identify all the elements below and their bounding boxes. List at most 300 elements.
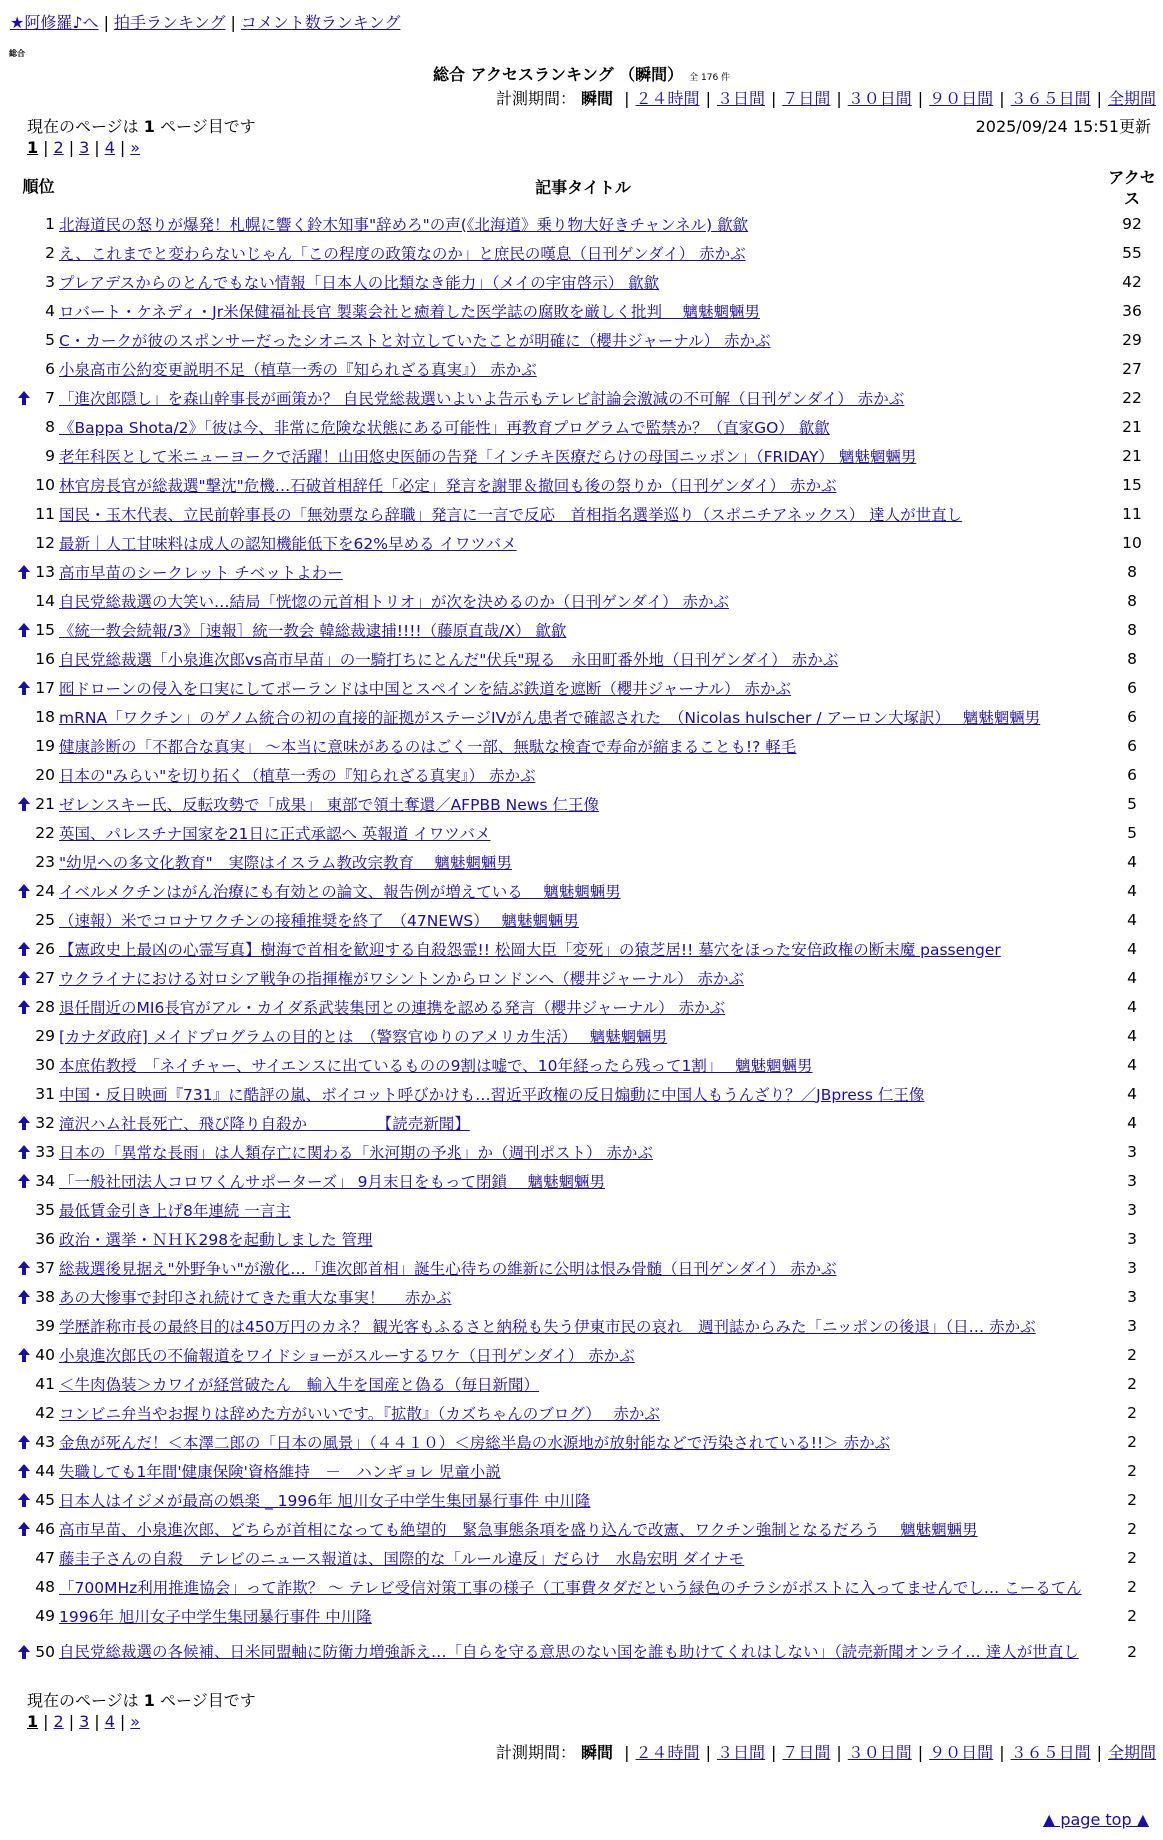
- access-count: 2: [1127, 1461, 1137, 1480]
- article-title-link[interactable]: 日本人はイジメが最高の娯楽 _ 1996年 旭川女子中学生集団暴行事件 中川隆: [59, 1491, 591, 1510]
- period-selector-top: [496, 86, 1156, 109]
- access-count: 4: [1127, 1084, 1137, 1103]
- table-row: [18, 441, 1157, 470]
- period-option-link[interactable]: ２４時間: [635, 89, 700, 108]
- title-cell: [59, 1050, 1107, 1079]
- rank-change-cell: [18, 1224, 34, 1253]
- page-top-link[interactable]: ▲ page top ▲: [1042, 1810, 1149, 1829]
- rank-change-cell: [18, 1021, 34, 1050]
- rank-number: 36: [35, 1229, 55, 1248]
- rank-number: 27: [35, 968, 55, 987]
- access-count: 5: [1127, 823, 1137, 842]
- rank-change-cell: [18, 238, 34, 267]
- article-title-link[interactable]: 「一般社団法人コロワくんサポーターズ」 9月末日をもって閉鎖 魑魅魍魎男: [59, 1172, 605, 1191]
- rank-change-cell: [18, 1456, 34, 1485]
- title-cell: [59, 673, 1107, 702]
- article-title-link[interactable]: 老年科医として米ニューヨークで活躍！山田悠史医師の告発「インチキ医療だらけの母国ニッポン」（FRIDAY） 魑魅魍魎男: [59, 447, 917, 466]
- table-row: [18, 267, 1157, 296]
- period-options: [618, 1743, 1156, 1762]
- period-option-link[interactable]: 全期間: [1107, 89, 1156, 108]
- rank-number: 17: [35, 678, 55, 697]
- title-cell: [59, 702, 1107, 731]
- page-info-suffix: ページ目です: [160, 1691, 256, 1710]
- rank-number: 23: [35, 852, 55, 871]
- title-cell: [59, 209, 1107, 238]
- rank-change-cell: [18, 818, 34, 847]
- title-cell: [59, 963, 1107, 992]
- article-title-link[interactable]: 総裁選後見据え"外野争い"が激化…「進次郎首相」誕生心待ちの維新に公明は恨み骨髄（日刊ゲンダイ） 赤かぶ: [59, 1259, 837, 1278]
- period-option-link[interactable]: ９０日間: [929, 89, 994, 108]
- rank-change-cell: [18, 1195, 34, 1224]
- rank-change-cell: [18, 760, 34, 789]
- access-count: 4: [1127, 997, 1137, 1016]
- period-separator: |: [1096, 89, 1102, 108]
- period-options: [618, 89, 1156, 108]
- rank-number: 26: [35, 939, 55, 958]
- rank-number: 5: [45, 330, 55, 349]
- pager-page-link[interactable]: 2: [53, 138, 64, 157]
- table-row: [18, 209, 1157, 238]
- up-arrow-icon: [18, 971, 30, 985]
- rank-change-cell: [18, 499, 34, 528]
- up-arrow-icon: [18, 1145, 30, 1159]
- rank-change-cell: [18, 1485, 34, 1514]
- rank-change-cell: [18, 1427, 34, 1456]
- article-title-link[interactable]: （速報）米でコロナワクチンの接種推奨を終了 （47NEWS） 魑魅魍魎男: [59, 911, 579, 930]
- title-cell: [59, 847, 1107, 876]
- access-count: 6: [1127, 707, 1137, 726]
- access-count: 4: [1127, 881, 1137, 900]
- table-row: [18, 1166, 1157, 1195]
- access-count: 2: [1127, 1374, 1137, 1393]
- rank-number: 7: [45, 388, 55, 407]
- rank-number: 3: [45, 272, 55, 291]
- article-title-link[interactable]: 学歴詐称市長の最終目的は450万円のカネ？ 観光客もふるさと納税も失う伊東市民の哀れ 週刊誌からみた「ニッポンの後退」（日… 赤かぶ: [59, 1317, 1036, 1336]
- access-count: 4: [1127, 852, 1137, 871]
- access-count: 3: [1127, 1258, 1137, 1277]
- access-count: 3: [1127, 1316, 1137, 1335]
- rank-number: 48: [35, 1577, 55, 1596]
- rank-number: 31: [35, 1084, 55, 1103]
- rank-change-cell: [18, 731, 34, 760]
- header-access: アクセス: [1108, 168, 1156, 208]
- table-row: [18, 1079, 1157, 1108]
- article-title-link[interactable]: 小泉高市公約変更説明不足（植草一秀の『知られざる真実』） 赤かぶ: [59, 360, 537, 379]
- table-row: [18, 1137, 1157, 1166]
- rank-number: 46: [35, 1519, 55, 1538]
- article-title-link[interactable]: え、これまでと変わらないじゃん「この程度の政策なのか」と庶民の嘆息（日刊ゲンダイ） 赤かぶ: [59, 244, 746, 263]
- access-count: 2: [1127, 1606, 1137, 1625]
- rank-number: 45: [35, 1490, 55, 1509]
- period-option-link[interactable]: ７日間: [782, 89, 831, 108]
- home-link[interactable]: ★阿修羅♪へ: [10, 13, 99, 32]
- title-cell: [59, 731, 1107, 760]
- up-arrow-icon: [18, 942, 30, 956]
- up-arrow-icon: [18, 1174, 30, 1188]
- period-separator: |: [917, 1743, 924, 1762]
- rank-number: 21: [35, 794, 55, 813]
- period-label: 計測期間：: [495, 89, 576, 108]
- rank-change-cell: [18, 296, 34, 325]
- table-row: [18, 383, 1157, 412]
- rank-number: 49: [35, 1606, 55, 1625]
- article-title-link[interactable]: 日本の"みらい"を切り拓く（植草一秀の『知られざる真実』） 赤かぶ: [59, 766, 536, 785]
- pager-current: 1: [27, 1712, 39, 1731]
- article-title-link[interactable]: ロバート・ケネディ・Jr米保健福祉長官 製薬会社と癒着した医学誌の腐敗を厳しく批判 魑魅魍魎男: [59, 302, 760, 321]
- header-title: 記事タイトル: [535, 178, 631, 197]
- rank-change-cell: [18, 470, 34, 499]
- pager-next-link[interactable]: »: [130, 1712, 141, 1731]
- article-title-link[interactable]: コンビニ弁当やお握りは辞めた方がいいです。『拡散』（カズちゃんのブログ） 赤かぶ: [59, 1404, 660, 1423]
- up-arrow-icon: [18, 1493, 30, 1507]
- rank-number: 9: [45, 446, 55, 465]
- rank-number: 32: [35, 1113, 55, 1132]
- pager-separator: |: [94, 1712, 100, 1731]
- article-title-link[interactable]: 英国、パレスチナ国家を21日に正式承認へ 英報道 イワツバメ: [59, 824, 491, 843]
- rank-change-cell: [18, 267, 34, 296]
- article-title-link[interactable]: 自民党総裁選の各候補、日米同盟軸に防衛力増強訴え…「自らを守る意思のない国を誰も助けてくれはしない」（読売新聞オンライ… 達人が世直し: [59, 1643, 1079, 1661]
- access-count: 4: [1127, 1055, 1137, 1074]
- article-title-link[interactable]: 最低賃金引き上げ8年連続 一言主: [59, 1201, 291, 1220]
- table-row: [18, 499, 1157, 528]
- access-count: 4: [1127, 1113, 1137, 1132]
- title-cell: [59, 760, 1107, 789]
- rank-number: 25: [35, 910, 55, 929]
- article-title-link[interactable]: 【憲政史上最凶の心霊写真】樹海で首相を歓迎する自殺怨霊!! 松岡大臣「変死」の猿芝居!! 墓穴をほった安倍政権の断末魔 passenger: [59, 940, 1001, 959]
- rank-number: 6: [45, 359, 55, 378]
- access-count: 2: [1127, 1432, 1137, 1451]
- up-arrow-icon: [18, 797, 30, 811]
- access-count: 2: [1127, 1403, 1137, 1422]
- table-row: [18, 1253, 1157, 1282]
- pager-separator: |: [94, 138, 100, 157]
- article-title-link[interactable]: 小泉進次郎氏の不倫報道をワイドショーがスルーするワケ（日刊ゲンダイ） 赤かぶ: [59, 1346, 635, 1365]
- access-count: 2: [1127, 1643, 1137, 1661]
- period-option-link[interactable]: ７日間: [782, 1743, 831, 1762]
- up-arrow-icon: [18, 884, 30, 898]
- rank-change-cell: [18, 383, 34, 412]
- pager-page-link[interactable]: 3: [79, 1712, 90, 1731]
- pager-separator: |: [43, 138, 49, 157]
- access-count: 22: [1122, 388, 1142, 407]
- rank-number: 1: [45, 214, 55, 233]
- access-count: 8: [1127, 649, 1137, 668]
- period-separator: |: [705, 1743, 711, 1762]
- period-separator: |: [770, 89, 777, 108]
- table-row: [18, 905, 1157, 934]
- rank-number: 2: [45, 243, 55, 262]
- rank-change-cell: [18, 1369, 34, 1398]
- article-title-link[interactable]: 《Bappa Shota/2》「彼は今、非常に危険な状態にある可能性」再教育プログラムで監禁か？（直家GO） 歙歙: [59, 418, 830, 437]
- rank-number: 39: [35, 1316, 55, 1335]
- table-row: [18, 325, 1157, 354]
- page-info-prefix: 現在のページは: [27, 1691, 139, 1710]
- rank-change-cell: [18, 1253, 34, 1282]
- table-row: [18, 644, 1157, 673]
- article-title-link[interactable]: 失職しても1年間'健康保険'資格維持 － ハンギョレ 児童小説: [59, 1462, 501, 1481]
- pager-page-link[interactable]: 2: [53, 1712, 64, 1731]
- table-row: [18, 1572, 1157, 1601]
- title-cell: [59, 238, 1107, 267]
- title-cell: [59, 1137, 1107, 1166]
- pager-page-link[interactable]: 4: [104, 138, 115, 157]
- rank-number: 28: [35, 997, 55, 1016]
- period-option-link[interactable]: ３日間: [716, 89, 765, 108]
- rank-change-cell: [18, 963, 34, 992]
- title-cell: [59, 1601, 1107, 1630]
- rank-change-cell: [18, 209, 34, 238]
- article-title-link[interactable]: 高市早苗のシークレット チベットよわー: [59, 563, 343, 582]
- up-arrow-icon: [18, 1464, 30, 1478]
- rank-change-cell: [18, 557, 34, 586]
- access-count: 6: [1127, 678, 1137, 697]
- article-title-link[interactable]: 藤圭子さんの自殺 テレビのニュース報道は、国際的な「ルール違反」だらけ 水島宏明 ダイナモ: [59, 1549, 745, 1568]
- rank-change-cell: [18, 876, 34, 905]
- pager-page-link[interactable]: 3: [79, 138, 90, 157]
- article-title-link[interactable]: 退任間近のMI6長官がアル・カイダ系武装集団との連携を認める発言（櫻井ジャーナル） 赤かぶ: [59, 998, 726, 1017]
- access-count: 5: [1127, 794, 1137, 813]
- access-count: 3: [1127, 1142, 1137, 1161]
- rank-change-cell: [18, 992, 34, 1021]
- period-option-link[interactable]: ３６５日間: [1010, 1743, 1091, 1762]
- rank-change-cell: [18, 1572, 34, 1601]
- clap-ranking-link[interactable]: 拍手ランキング: [113, 13, 226, 32]
- rank-number: 41: [35, 1374, 55, 1393]
- table-row: [18, 528, 1157, 557]
- article-title-link[interactable]: C・カークが彼のスポンサーだったシオニストと対立していたことが明確に（櫻井ジャーナル） 赤かぶ: [59, 331, 771, 350]
- rank-change-cell: [18, 325, 34, 354]
- rank-change-cell: [18, 1108, 34, 1137]
- rank-number: 33: [35, 1142, 55, 1161]
- article-title-link[interactable]: 最新｜人工甘味料は成人の認知機能低下を62%早める イワツバメ: [59, 534, 517, 553]
- period-option-link[interactable]: ３０日間: [847, 89, 912, 108]
- access-count: 4: [1127, 910, 1137, 929]
- table-row: [18, 1427, 1157, 1456]
- access-count: 2: [1127, 1548, 1137, 1567]
- rank-change-cell: [18, 1630, 34, 1674]
- title-cell: [59, 1456, 1107, 1485]
- title-cell: [59, 325, 1107, 354]
- table-row: [18, 1311, 1157, 1340]
- period-current: 瞬間: [581, 89, 614, 108]
- period-option-link[interactable]: ９０日間: [929, 1743, 994, 1762]
- rank-number: 38: [35, 1287, 55, 1306]
- period-separator: |: [917, 89, 924, 108]
- article-title-link[interactable]: 健康診断の「不都合な真実」 ～本当に意味があるのはごく一部、無駄な検査で寿命が縮まることも!? 軽毛: [59, 737, 797, 756]
- period-option-link[interactable]: ３０日間: [847, 1743, 912, 1762]
- article-title-link[interactable]: イベルメクチンはがん治療にも有効との論文、報告例が増えている 魑魅魍魎男: [59, 882, 621, 901]
- rank-number: 14: [35, 591, 55, 610]
- article-title-link[interactable]: 金魚が死んだ！＜本澤二郎の「日本の風景」（４４１０）＜房総半島の水源地が放射能などで汚染されている!!＞ 赤かぶ: [59, 1433, 891, 1452]
- category-tiny-label: 総合: [9, 49, 25, 58]
- table-row: [18, 615, 1157, 644]
- access-count: 4: [1127, 939, 1137, 958]
- period-separator: |: [836, 1743, 842, 1762]
- article-title-link[interactable]: 自民党総裁選「小泉進次郎vs高市早苗」の一騎打ちにとんだ"伏兵"現る 永田町番外地（日刊ゲンダイ） 赤かぶ: [59, 650, 839, 669]
- rank-change-cell: [18, 1050, 34, 1079]
- up-arrow-icon: [18, 1348, 30, 1362]
- article-title-link[interactable]: ＜牛肉偽装＞カワイが経営破たん 輸入牛を国産と偽る（毎日新聞）: [59, 1375, 540, 1394]
- title-cell: [59, 354, 1107, 383]
- article-title-link[interactable]: [カナダ政府] メイドプログラムの目的とは （警察官ゆりのアメリカ生活） 魑魅魍魎男: [59, 1027, 668, 1046]
- table-row: [18, 1398, 1157, 1427]
- article-title-link[interactable]: 北海道民の怒りが爆発！札幌に響く鈴木知事"辞めろ"の声(《北海道》乗り物大好きチャンネル) 歙歙: [59, 215, 749, 234]
- table-row: [18, 1195, 1157, 1224]
- period-current: 瞬間: [581, 1743, 614, 1762]
- ranking-table: [18, 164, 1157, 1674]
- article-title-link[interactable]: "幼児への多文化教育" 実際はイスラム教改宗教育 魑魅魍魎男: [59, 853, 512, 872]
- access-count: 2: [1127, 1519, 1137, 1538]
- article-title-link[interactable]: ウクライナにおける対ロシア戦争の指揮権がワシントンからロンドンへ（櫻井ジャーナル） 赤かぶ: [59, 969, 744, 988]
- title-cell: [59, 615, 1107, 644]
- rank-change-cell: [18, 1601, 34, 1630]
- access-count: 3: [1127, 1229, 1137, 1248]
- access-count: 8: [1127, 562, 1137, 581]
- table-row: [18, 934, 1157, 963]
- period-selector-bottom: [496, 1740, 1156, 1763]
- article-title-link[interactable]: mRNA「ワクチン」のゲノム統合の初の直接的証拠がステージIVがん患者で確認された （Nicolas hulscher / アーロン大塚訳） 魑魅魍魎男: [59, 708, 1041, 727]
- page-info-top: [27, 114, 256, 137]
- article-title-link[interactable]: 日本の「異常な長雨」は人類存亡に関わる「氷河期の予兆」か（週刊ポスト） 赤かぶ: [59, 1143, 653, 1162]
- article-title-link[interactable]: あの大惨事で封印され続けてきた重大な事実！ 赤かぶ: [59, 1288, 452, 1307]
- up-arrow-icon: [18, 1000, 30, 1014]
- title-cell: [59, 557, 1107, 586]
- table-row: [18, 296, 1157, 325]
- rank-change-cell: [18, 1166, 34, 1195]
- rank-number: 24: [35, 881, 55, 900]
- access-count: 10: [1122, 533, 1142, 552]
- title-cell: [59, 1427, 1107, 1456]
- rank-change-cell: [18, 847, 34, 876]
- table-row: [18, 1543, 1157, 1572]
- table-row: [18, 1485, 1157, 1514]
- period-option-link[interactable]: 全期間: [1107, 1743, 1156, 1762]
- article-title-link[interactable]: 中国・反日映画『731』に酷評の嵐、ボイコット呼びかけも…習近平政権の反日煽動に中国人もうんざり？／JBpress 仁王像: [59, 1085, 925, 1104]
- up-arrow-icon: [18, 1261, 30, 1275]
- article-title-link[interactable]: 「進次郎隠し」を森山幹事長が画策か？ 自民党総裁選いよいよ告示もテレビ討論会激減の不可解（日刊ゲンダイ） 赤かぶ: [59, 389, 905, 408]
- article-title-link[interactable]: 《統一教会続報/3》［速報］統一教会 韓総裁逮捕!!!!（藤原直哉/X） 歙歙: [59, 621, 567, 640]
- table-row: [18, 470, 1157, 499]
- title-cell: [59, 876, 1107, 905]
- table-row: [18, 238, 1157, 267]
- article-title-link[interactable]: 囮ドローンの侵入を口実にしてポーランドは中国とスペインを結ぶ鉄道を遮断（櫻井ジャーナル） 赤かぶ: [59, 679, 792, 698]
- article-title-link[interactable]: 1996年 旭川女子中学生集団暴行事件 中川隆: [59, 1607, 372, 1626]
- article-title-link[interactable]: ゼレンスキー氏、反転攻勢で「成果」 東部で領土奪還／AFPBB News 仁王像: [59, 795, 599, 814]
- rank-change-cell: [18, 1398, 34, 1427]
- access-count: 55: [1122, 243, 1142, 262]
- rank-change-cell: [18, 1137, 34, 1166]
- page-info-num: 1: [143, 1691, 155, 1710]
- title-cell: [59, 470, 1107, 499]
- rank-change-cell: [18, 702, 34, 731]
- table-row: [18, 1108, 1157, 1137]
- period-option-link[interactable]: ３６５日間: [1010, 89, 1091, 108]
- table-row: [18, 876, 1157, 905]
- article-title-link[interactable]: 自民党総裁選の大笑い…結局「恍惚の元首相トリオ」が次を決めるのか（日刊ゲンダイ） 赤かぶ: [59, 592, 730, 611]
- nav-separator: |: [230, 13, 236, 32]
- table-row: [18, 673, 1157, 702]
- title-cell: [59, 1195, 1107, 1224]
- article-title-link[interactable]: プレアデスからのとんでもない情報「日本人の比類なき能力」（メイの宇宙啓示） 歙歙: [59, 273, 660, 292]
- rank-change-cell: [18, 673, 34, 702]
- up-arrow-icon: [18, 565, 30, 579]
- table-row: [18, 354, 1157, 383]
- table-row: [18, 412, 1157, 441]
- rank-number: 8: [45, 417, 55, 436]
- access-count: 11: [1122, 504, 1142, 523]
- rank-number: 22: [35, 823, 55, 842]
- access-count: 29: [1122, 330, 1142, 349]
- access-count: 8: [1127, 591, 1137, 610]
- title-cell: [59, 412, 1107, 441]
- period-separator: |: [999, 1743, 1005, 1762]
- pager-next-link[interactable]: »: [130, 138, 141, 157]
- rank-number: 20: [35, 765, 55, 784]
- table-row: [18, 963, 1157, 992]
- table-row: [18, 847, 1157, 876]
- table-row: [18, 789, 1157, 818]
- page-info-suffix: ページ目です: [160, 117, 256, 136]
- article-title-link[interactable]: 本庶佑教授 「ネイチャー、サイエンスに出ているものの9割は嘘で、10年経ったら残って1割」 魑魅魍魎男: [59, 1056, 813, 1075]
- up-arrow-icon: [18, 1290, 30, 1304]
- rank-number: 37: [35, 1258, 55, 1277]
- title-cell: [59, 1311, 1107, 1340]
- article-title-link[interactable]: 国民・玉木代表、立民前幹事長の「無効票なら辞職」発言に一言で反応 首相指名選挙巡り（スポニチアネックス） 達人が世直し: [59, 505, 963, 524]
- period-option-link[interactable]: ３日間: [716, 1743, 765, 1762]
- access-count: 15: [1122, 475, 1142, 494]
- period-option-link[interactable]: ２４時間: [635, 1743, 700, 1762]
- rank-change-cell: [18, 1311, 34, 1340]
- rank-number: 40: [35, 1345, 55, 1364]
- rank-change-cell: [18, 1543, 34, 1572]
- period-label: 計測期間：: [495, 1743, 576, 1762]
- rank-change-cell: [18, 644, 34, 673]
- rank-number: 11: [35, 504, 55, 523]
- title-cell: [59, 1514, 1107, 1543]
- period-separator: |: [770, 1743, 777, 1762]
- article-title-link[interactable]: 高市早苗、小泉進次郎、どちらが首相になっても絶望的 緊急事態条項を盛り込んで改憲、ワクチン強制となるだろう 魑魅魍魎男: [59, 1520, 978, 1539]
- page-info-bottom: [27, 1688, 256, 1711]
- comment-ranking-link[interactable]: コメント数ランキング: [240, 13, 401, 32]
- rank-number: 35: [35, 1200, 55, 1219]
- table-row: [18, 586, 1157, 615]
- article-title-link[interactable]: 林官房長官が総裁選"撃沈"危機…石破首相辞任「必定」発言を謝罪＆撤回も後の祭りか（日刊ゲンダイ） 赤かぶ: [59, 476, 837, 495]
- access-count: 6: [1127, 765, 1137, 784]
- access-count: 3: [1127, 1287, 1137, 1306]
- title-cell: [59, 1021, 1107, 1050]
- access-count: 42: [1122, 272, 1142, 291]
- rank-change-cell: [18, 1282, 34, 1311]
- table-row: [18, 557, 1157, 586]
- period-separator: |: [624, 1743, 630, 1762]
- access-count: 92: [1122, 214, 1142, 233]
- article-title-link[interactable]: 政治・選挙・ＮＨＫ298を起動しました 管理: [59, 1230, 373, 1249]
- title-cell: [59, 296, 1107, 325]
- table-row: [18, 760, 1157, 789]
- title-cell: [59, 1630, 1107, 1674]
- table-row: [18, 1456, 1157, 1485]
- table-row: [18, 1224, 1157, 1253]
- page-info-prefix: 現在のページは: [27, 117, 139, 136]
- top-nav: [10, 10, 400, 33]
- article-title-link[interactable]: 滝沢ハム社長死亡、飛び降り自殺か 【読売新聞】: [59, 1114, 470, 1133]
- article-title-link[interactable]: 「700MHz利用推進協会」って詐欺？ ～ テレビ受信対策工事の様子（工事費タダだという緑色のチラシがポストに入ってませんでし… こーるてん: [59, 1578, 1082, 1597]
- rank-number: 30: [35, 1055, 55, 1074]
- pager-page-link[interactable]: 4: [104, 1712, 115, 1731]
- title-cell: [59, 1108, 1107, 1137]
- updated-timestamp: 2025/09/24 15:51更新: [975, 117, 1151, 136]
- title-cell: [59, 1398, 1107, 1427]
